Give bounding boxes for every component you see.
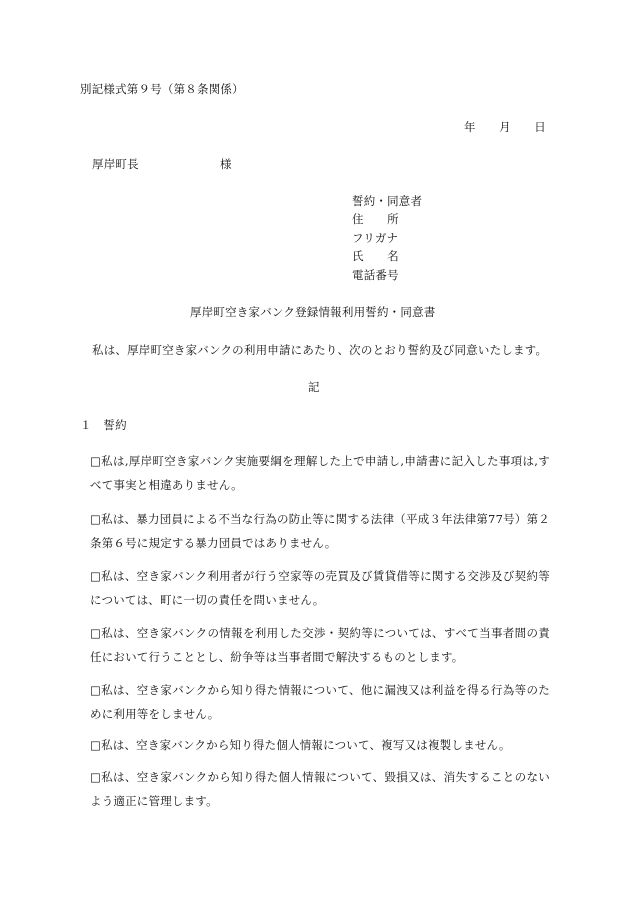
honorific: 様: [220, 157, 232, 171]
section-heading: １ 誓約: [80, 418, 127, 432]
addressee: 厚岸町長: [92, 157, 139, 171]
intro-text: 私は、厚岸町空き家バンクの利用申請にあたり、次のとおり誓約及び同意いたします。: [92, 343, 548, 357]
pledge-item: □私は、空き家バンク利用者が行う空家等の売買及び賃貸借等に関する交渉及び契約等については、町に一切の責任を問いません。: [90, 569, 550, 607]
address-label: 住 所: [352, 212, 399, 226]
pledge-item: □私は,厚岸町空き家バンク実施要綱を理解した上で申請し,申請書に記入した事項は,すべて事実と相違ありません。: [90, 454, 550, 492]
pledge-item: □私は、空き家バンクから知り得た情報について、他に漏洩又は利益を得る行為等のために利用等をしません。: [90, 683, 550, 721]
signer-label: 誓約・同意者: [352, 194, 423, 208]
ki-heading: 記: [308, 380, 320, 394]
pledge-item: □私は、暴力団員による不当な行為の防止等に関する法律（平成３年法律第77号）第２条第６号に規定する暴力団員ではありません。: [90, 512, 550, 550]
date-field: 年 月 日: [464, 120, 546, 134]
furigana-label: フリガナ: [352, 231, 399, 245]
pledge-item: □私は、空き家バンクから知り得た個人情報について、複写又は複製しません。: [90, 738, 511, 752]
pledge-item: □私は、空き家バンクから知り得た個人情報について、毀損又は、消失することのないよう適正に管理します。: [90, 770, 550, 808]
form-number: 別記様式第９号（第８条関係）: [80, 82, 244, 96]
name-label: 氏 名: [352, 249, 399, 263]
phone-label: 電話番号: [352, 268, 399, 282]
document-title: 厚岸町空き家バンク登録情報利用誓約・同意書: [190, 305, 436, 319]
pledge-item: □私は、空き家バンクの情報を利用した交渉・契約等については、すべて当事者間の責任において行うこととし、紛争等は当事者間で解決するものとします。: [90, 626, 550, 664]
